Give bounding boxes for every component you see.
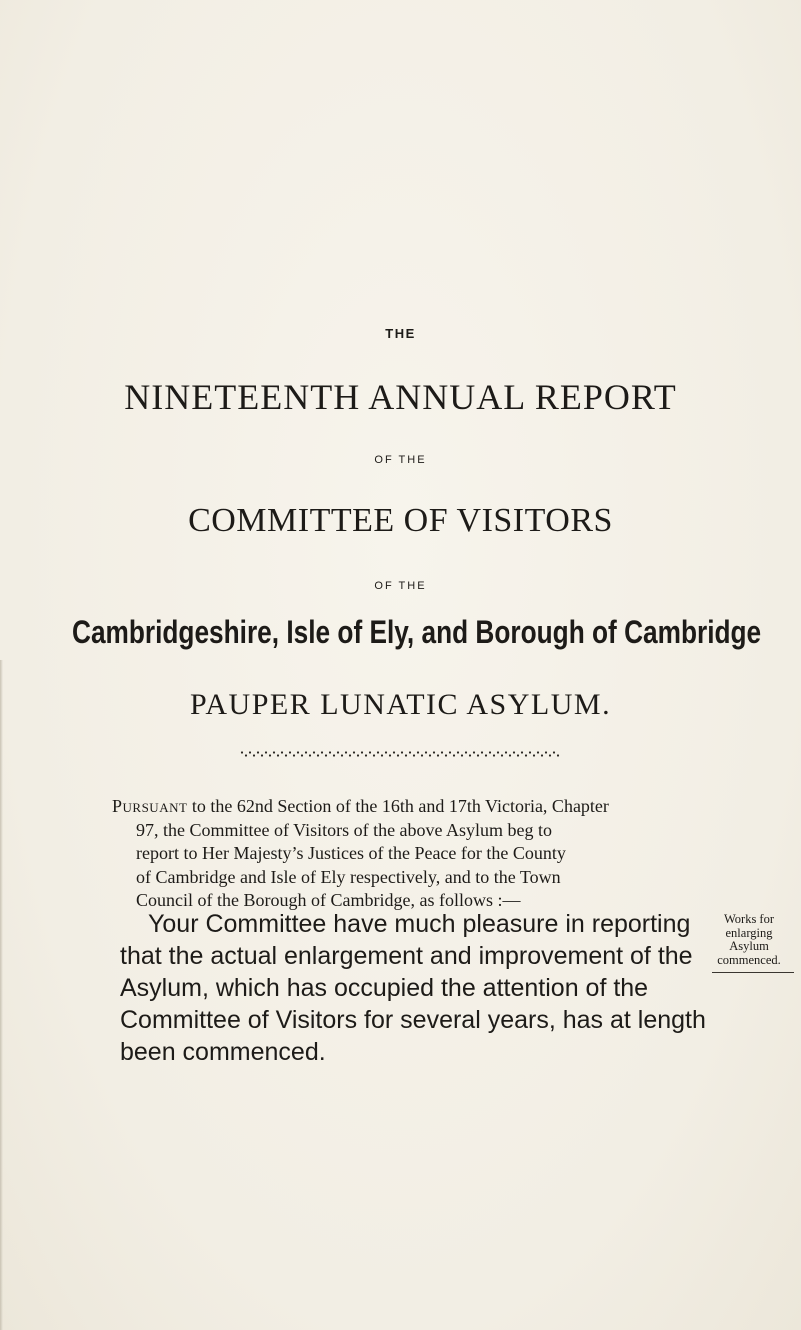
intro-paragraph (112, 795, 712, 913)
margin-note-line-2: enlarging (725, 925, 773, 940)
intro-lead-word: Pursuant (112, 796, 188, 816)
decorative-rule-ornament (240, 750, 560, 758)
body-line-2: that the actual enlargement and improvement of the (120, 942, 693, 970)
body-line-3: Asylum, which has occupied the attention of the (120, 974, 649, 1002)
body-line-1: Your Committee have much pleasure in reporting (148, 910, 691, 938)
header-of-the-2: OF THE (374, 580, 427, 592)
header-the: THE (385, 326, 416, 341)
report-title: NINETEENTH ANNUAL REPORT (124, 377, 677, 417)
intro-line-1-text: to the 62nd Section of the 16th and 17th Victoria, Chapter (187, 796, 609, 816)
asylum-title: PAUPER LUNATIC ASYLUM. (189, 688, 612, 721)
body-line-4: Committee of Visitors for several years, has at length (120, 1006, 706, 1034)
intro-line-3: report to Her Majesty’s Justices of the Peace for the County (136, 843, 566, 863)
margin-note-line-1: Works for (723, 912, 775, 926)
page-binding-edge (0, 660, 3, 1330)
intro-line-4: of Cambridge and Isle of Ely respectively, and to the Town (136, 866, 561, 887)
intro-line-5: Council of the Borough of Cambridge, as follows :— (136, 890, 521, 910)
committee-title: COMMITTEE OF VISITORS (188, 502, 613, 539)
body-line-5: been commenced. (120, 1038, 326, 1066)
margin-note-rule (712, 972, 794, 973)
intro-line-1 (112, 795, 712, 819)
margin-note (703, 913, 795, 967)
margin-note-line-4: commenced. (717, 952, 781, 967)
margin-note-line-3: Asylum (729, 939, 769, 953)
county-title: Cambridgeshire, Isle of Ely, and Borough of Cambridge (72, 614, 762, 650)
header-of-the-1: OF THE (374, 454, 427, 466)
body-paragraph (120, 908, 706, 1068)
intro-line-2: 97, the Committee of Visitors of the above Asylum beg to (136, 819, 553, 840)
